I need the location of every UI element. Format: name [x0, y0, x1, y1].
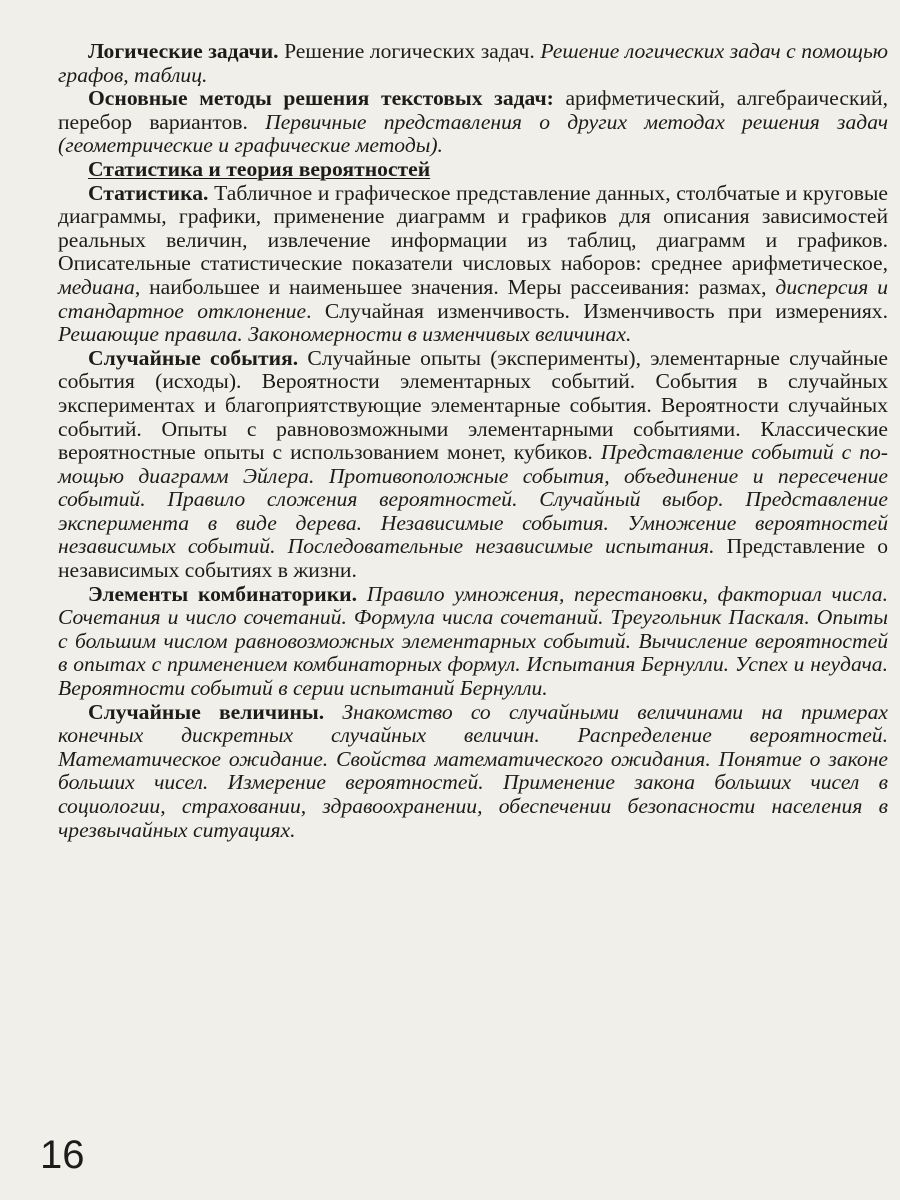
logic-span-2: Решение логических задач с помощью графов, таблиц.	[58, 39, 888, 87]
events-span-2: Представление событий с помощью диаграмм Эйлера. Противоположные события, объединение и пересечение событий. Правило сложения вероятностей. Случайный выбор. Представление эксперимента в виде дерева. Независимые события. Умножение вероятностей независимых событий. Последовательные независимые испытания.	[58, 440, 888, 559]
events-span-3: Представление о независимых событиях в жизни.	[58, 534, 889, 583]
statistics-span-5: . Случайная изменчивость. Изменчивость при измерениях.	[306, 298, 888, 323]
logic-span-0: Логические задачи.	[88, 39, 279, 63]
logic-span-1: Решение логических задач.	[278, 39, 541, 63]
methods-span-1: арифметический, алгебраический, перебор вариантов.	[58, 86, 888, 134]
statistics-span-6: Решающие правила. Закономерности в изменчивых величинах.	[58, 322, 632, 347]
methods-span-2: Первичные представления о других методах решения задач (геометрические и графические методы).	[58, 109, 889, 158]
random-variables-span-1	[324, 700, 342, 724]
heading-span-0: Статистика и теория вероятностей	[88, 156, 431, 181]
statistics-span-2: медиана	[58, 274, 135, 299]
paragraph-random-variables	[58, 701, 888, 843]
statistics-span-4: дисперсия и стандартное отклонение	[58, 274, 888, 323]
document-page	[58, 40, 888, 842]
methods-span-0: Основные методы решения текстовых задач:	[88, 86, 554, 111]
paragraph-combinatorics	[58, 583, 888, 701]
events-span-1: Случайные опыты (эксперименты), элементарные случайные события (исходы). Вероятности элементарных событий. События в случайных экспериментах и благоприятствующие элементарные события. Вероятности случайных событий. Опыты с равновозможными элементарными событиями. Классические вероятностные опыты с использованием монет, кубиков.	[58, 345, 888, 465]
paragraph-random-events	[58, 347, 888, 583]
random-variables-span-2: Знакомство со случайными величинами на примерах конечных дискретных случайных величин. Распределение вероятностей. Математическое ожидание. Свойства математического ожидания. Понятие о законе больших чисел. Измерение вероятностей. Применение закона больших чисел в социологии, страховании, здравоохранении, обеспечении безопасности населения в чрезвычайных ситуациях.	[58, 699, 888, 842]
page-number: 16	[40, 1133, 85, 1177]
statistics-span-1: Табличное и графическое представление данных, столбчатые и круговые диаграммы, графики, применение диаграмм и графиков для описания зависимостей реальных величин, извлечение информации из таблиц, диаграмм и графиков. Описательные статистические показатели числовых наборов: среднее арифметическое,	[58, 180, 888, 276]
paragraph-statistics	[58, 182, 888, 347]
combinatorics-span-1	[357, 582, 367, 606]
statistics-span-0: Статистика.	[88, 180, 209, 205]
combinatorics-span-0: Элементы комбинаторики.	[88, 581, 357, 606]
paragraph-logic	[58, 40, 888, 87]
section-heading-statistics-probability	[58, 158, 888, 182]
events-span-0: Случайные события.	[88, 345, 299, 370]
random-variables-span-0: Случайные величины.	[88, 699, 325, 724]
paragraph-text-problem-methods	[58, 87, 888, 158]
statistics-span-3: , наибольшее и наименьшее значения. Меры рассеивания: размах,	[134, 274, 776, 299]
combinatorics-span-2: Правило умножения, перестановки, факториал числа. Сочетания и число сочетаний. Формула числа сочетаний. Треугольник Паскаля. Опыты с большим числом равновозможных элементарных событий. Вычисление вероятностей в опытах с применением комбинаторных формул. Испытания Бернулли. Успех и неудача. Вероятности событий в серии испытаний Бернулли.	[58, 581, 889, 701]
